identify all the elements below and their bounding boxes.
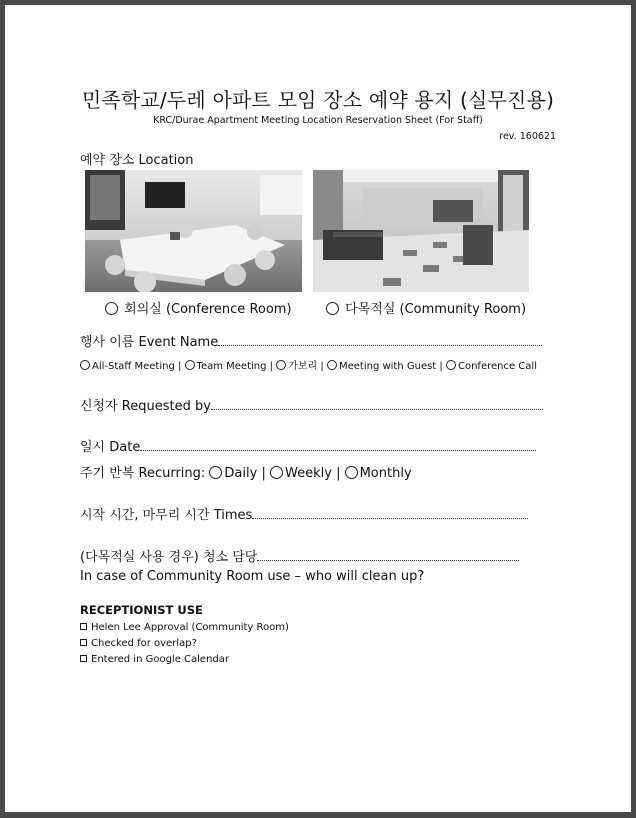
radio-circle-icon[interactable] bbox=[327, 360, 337, 370]
radio-circle-icon[interactable] bbox=[209, 466, 222, 479]
radio-circle-icon[interactable] bbox=[270, 466, 283, 479]
form-subtitle: KRC/Durae Apartment Meeting Location Reservation Sheet (For Staff) bbox=[153, 115, 483, 126]
community-room-photo bbox=[313, 170, 529, 292]
times-field[interactable] bbox=[80, 504, 528, 523]
recurring-option-monthly[interactable] bbox=[345, 466, 412, 481]
separator: | bbox=[269, 361, 274, 372]
separator: | bbox=[177, 361, 182, 372]
requested-by-label: 신청자 Requested by bbox=[80, 399, 211, 414]
recurring-label: 주기 반복 Recurring: bbox=[80, 466, 206, 481]
receptionist-item-label: Checked for overlap? bbox=[91, 638, 197, 649]
cleanup-field[interactable] bbox=[80, 546, 519, 565]
location-label: 예약 장소 Location bbox=[80, 153, 194, 168]
event-option-all-staff[interactable] bbox=[80, 361, 175, 372]
separator: | bbox=[439, 361, 443, 372]
date-field[interactable] bbox=[80, 436, 536, 455]
conference-room-photo bbox=[85, 170, 302, 292]
receptionist-item-label: Helen Lee Approval (Community Room) bbox=[91, 622, 289, 633]
community-room-image bbox=[313, 170, 529, 292]
receptionist-item[interactable] bbox=[80, 622, 289, 633]
checkbox-icon[interactable] bbox=[80, 639, 87, 646]
event-name-line[interactable] bbox=[218, 336, 542, 346]
recurring-option-daily[interactable] bbox=[209, 466, 257, 481]
radio-circle-icon[interactable] bbox=[326, 302, 339, 315]
recurring-option-daily-label: Daily bbox=[224, 466, 258, 481]
checkbox-icon[interactable] bbox=[80, 623, 87, 630]
event-option-team[interactable] bbox=[185, 361, 267, 372]
recurring-option-monthly-label: Monthly bbox=[359, 466, 412, 481]
event-option-conference-call[interactable] bbox=[446, 361, 537, 372]
separator: | bbox=[336, 466, 341, 481]
event-name-options bbox=[80, 357, 537, 372]
radio-circle-icon[interactable] bbox=[345, 466, 358, 479]
location-option-conference-label: 회의실 (Conference Room) bbox=[124, 302, 292, 317]
location-option-community-label: 다목적실 (Community Room) bbox=[345, 302, 527, 317]
radio-circle-icon[interactable] bbox=[80, 360, 90, 370]
radio-circle-icon[interactable] bbox=[185, 360, 195, 370]
requested-by-field[interactable] bbox=[80, 395, 543, 414]
revision-label: rev. 160621 bbox=[499, 131, 556, 142]
checkbox-icon[interactable] bbox=[80, 655, 87, 662]
location-option-community[interactable] bbox=[326, 298, 526, 317]
cleanup-label: (다목적실 사용 경우) 청소 담당 bbox=[80, 550, 258, 565]
separator: | bbox=[320, 361, 324, 372]
cleanup-line[interactable] bbox=[257, 551, 519, 561]
date-line[interactable] bbox=[140, 441, 536, 451]
event-name-field[interactable] bbox=[80, 331, 542, 350]
radio-circle-icon[interactable] bbox=[276, 360, 286, 370]
form-title: 민족학교/두레 아파트 모임 장소 예약 용지 (실무진용) bbox=[81, 88, 555, 112]
event-option-guest[interactable] bbox=[327, 361, 436, 372]
cleanup-english: In case of Community Room use – who will clean up? bbox=[80, 569, 425, 584]
receptionist-heading: RECEPTIONIST USE bbox=[80, 603, 203, 617]
times-line[interactable] bbox=[252, 509, 528, 519]
recurring-field bbox=[80, 462, 412, 481]
recurring-option-weekly-label: Weekly bbox=[285, 466, 332, 481]
event-option-team-label: Team Meeting bbox=[196, 361, 267, 372]
event-option-conference-call-label: Conference Call bbox=[457, 361, 537, 372]
receptionist-item-label: Entered in Google Calendar bbox=[91, 654, 230, 665]
event-name-label: 행사 이름 Event Name bbox=[80, 335, 219, 350]
requested-by-line[interactable] bbox=[211, 400, 543, 410]
event-option-guest-label: Meeting with Guest bbox=[338, 361, 437, 372]
times-label: 시작 시간, 마무리 시간 Times bbox=[80, 508, 253, 523]
receptionist-item[interactable] bbox=[80, 638, 197, 649]
conference-room-image bbox=[85, 170, 302, 292]
event-option-all-staff-label: All-Staff Meeting bbox=[92, 361, 175, 372]
event-option-gabori-label: 가보리 bbox=[288, 361, 318, 372]
radio-circle-icon[interactable] bbox=[105, 302, 118, 315]
event-option-gabori[interactable] bbox=[276, 361, 317, 372]
recurring-option-weekly[interactable] bbox=[270, 466, 332, 481]
location-option-conference[interactable] bbox=[105, 298, 292, 317]
separator: | bbox=[261, 466, 266, 481]
date-label: 일시 Date bbox=[80, 440, 141, 455]
radio-circle-icon[interactable] bbox=[446, 360, 456, 370]
receptionist-item[interactable] bbox=[80, 654, 229, 665]
